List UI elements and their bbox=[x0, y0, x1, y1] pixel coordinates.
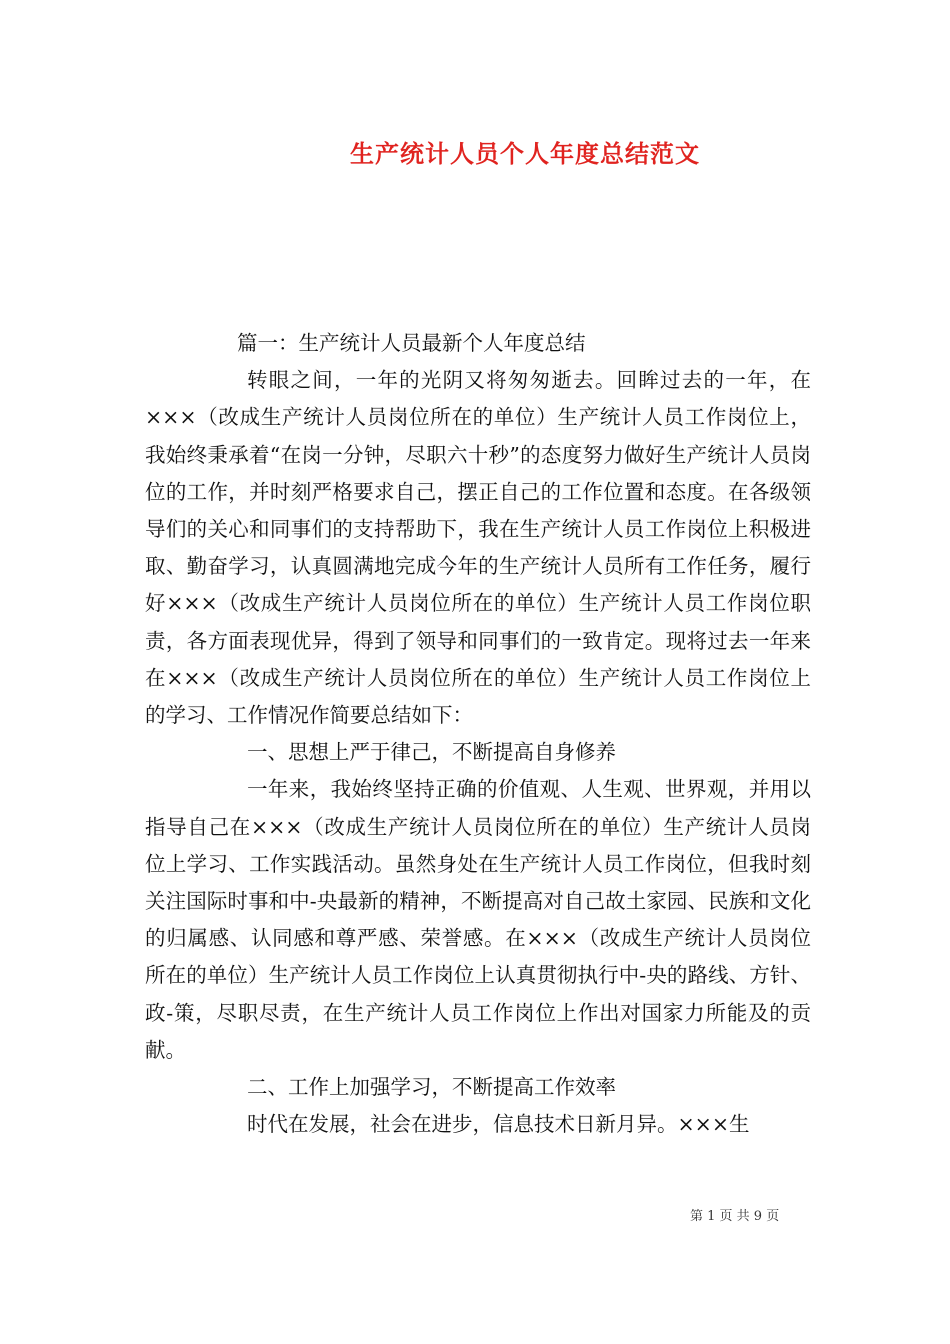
paragraph-ideology: 一年来，我始终坚持正确的价值观、人生观、世界观，并用以指导自己在×××（改成生产统计人员岗位所在的单位）生产统计人员岗位上学习、工作实践活动。虽然身处在生产统计人员工作岗位，但我时刻关注国际时事和中-央最新的精神，不断提高对自己故土家园、民族和文化的归属感、认同感和尊严感、荣誉感。在×××（改成生产统计人员岗位所在的单位）生产统计人员工作岗位上认真贯彻执行中-央的路线、方针、政-策，尽职尽责，在生产统计人员工作岗位上作出对国家力所能及的贡献。 bbox=[145, 777, 811, 1062]
page-number: 第 1 页 共 9 页 bbox=[690, 1209, 780, 1224]
document-body bbox=[145, 325, 811, 1143]
section-heading: 篇一：生产统计人员最新个人年度总结 bbox=[237, 331, 586, 355]
subheading-1: 一、思想上严于律己，不断提高自身修养 bbox=[247, 740, 616, 765]
paragraph-intro: 转眼之间，一年的光阴又将匆匆逝去。回眸过去的一年，在×××（改成生产统计人员岗位所在的单位）生产统计人员工作岗位上，我始终秉承着“在岗一分钟，尽职六十秒”的态度努力做好生产统计人员岗位的工作，并时刻严格要求自己，摆正自己的工作位置和态度。在各级领导们的关心和同事们的支持帮助下，我在生产统计人员工作岗位上积极进取、勤奋学习，认真圆满地完成今年的生产统计人员所有工作任务，履行好×××（改成生产统计人员岗位所在的单位）生产统计人员工作岗位职责，各方面表现优异，得到了领导和同事们的一致肯定。现将过去一年来在×××（改成生产统计人员岗位所在的单位）生产统计人员工作岗位上的学习、工作情况作简要总结如下： bbox=[145, 368, 811, 728]
subheading-2: 二、工作上加强学习，不断提高工作效率 bbox=[247, 1075, 616, 1100]
paragraph-work: 时代在发展，社会在进步，信息技术日新月异。×××生 bbox=[247, 1112, 750, 1137]
document-title: 生产统计人员个人年度总结范文 bbox=[350, 139, 700, 168]
